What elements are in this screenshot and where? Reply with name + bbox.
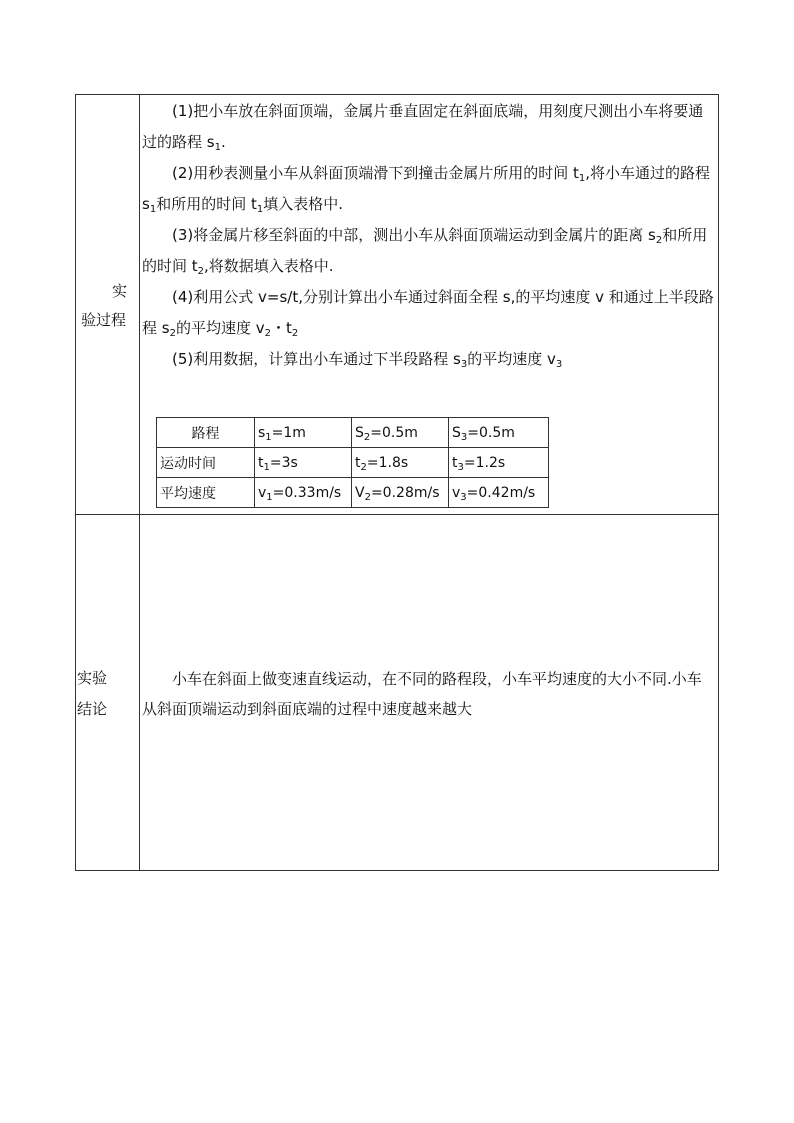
row-header: 平均速度 xyxy=(157,478,255,508)
table-row xyxy=(157,418,549,448)
row-divider xyxy=(75,514,719,515)
step-5: (5)利用数据，计算出小车通过下半段路程 $s_3$的平均速度 $v_3$ xyxy=(172,350,563,370)
table-cell: $V_2=0.28m/s$ xyxy=(352,478,449,508)
table-cell: $s_1=1m$ xyxy=(255,418,352,448)
row-header: 运动时间 xyxy=(157,448,255,478)
table-cell: $t_3=1.2s$ xyxy=(449,448,549,478)
table-row xyxy=(157,448,549,478)
process-label-line1: 实 xyxy=(112,282,128,300)
process-label-line2: 验过程 xyxy=(81,311,127,329)
process-steps xyxy=(142,96,714,375)
table-cell: $v_3=0.42m/s$ xyxy=(449,478,549,508)
column-divider xyxy=(139,94,140,871)
step-3: (3)将金属片移至斜面的中部，测出小车从斜面顶端运动到金属片的距离 $s_2$和所用的时间 $t_2$,将数据填入表格中. xyxy=(142,226,708,277)
table-cell: $S_3=0.5m$ xyxy=(449,418,549,448)
table-cell: $v_1=0.33m/s$ xyxy=(255,478,352,508)
table-cell: $t_2=1.8s$ xyxy=(352,448,449,478)
conclusion-label-line1: 实验 xyxy=(77,669,108,687)
table-cell: $S_2=0.5m$ xyxy=(352,418,449,448)
table-row xyxy=(157,478,549,508)
table-cell: $t_1=3s$ xyxy=(255,448,352,478)
conclusion-label-line2: 结论 xyxy=(77,700,108,718)
data-table xyxy=(156,417,549,508)
step-1: (1)把小车放在斜面顶端，金属片垂直固定在斜面底端，用刻度尺测出小车将要通过的路程 $s_1$. xyxy=(142,102,704,153)
step-2: (2)用秒表测量小车从斜面顶端滑下到撞击金属片所用的时间 $t_1$,将小车通过的路程 $s_1$和所用的时间 $t_1$填入表格中. xyxy=(142,164,711,215)
conclusion-text: 小车在斜面上做变速直线运动，在不同的路程段，小车平均速度的大小不同.小车从斜面顶端运动到斜面底端的过程中速度越来越大 xyxy=(142,670,702,718)
step-4: (4)利用公式 v=s/t,分别计算出小车通过斜面全程 s,的平均速度 v 和通过上半段路程 $s_2$的平均速度 $v_2$・$t_2$ xyxy=(142,288,714,339)
row-header: 路程 xyxy=(157,418,255,448)
